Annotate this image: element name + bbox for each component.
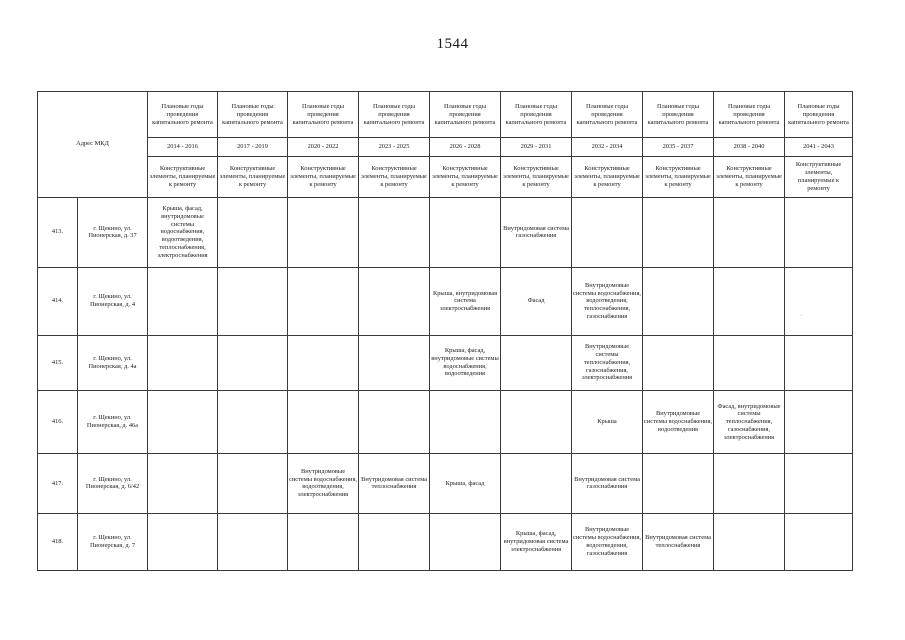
elements-header: Конструктивные элементы, планируемые к ремонту xyxy=(430,157,501,197)
address-cell: г. Щекино, ул. Пионерская, д. 7 xyxy=(78,513,148,570)
planned-years-header: Плановые годы проведения капитального ремонта xyxy=(359,92,430,138)
planned-years-header: Плановые годы проведения капитального ремонта xyxy=(430,92,501,138)
planned-years-header: Плановые годы проведения капитального ремонта xyxy=(218,92,288,138)
period-header: 2041 - 2043 xyxy=(785,138,853,157)
repair-cell xyxy=(218,513,288,570)
repair-cell: Фасад, внутридомовые системы теплоснабжения, газоснабжения, электроснабжения xyxy=(714,390,785,453)
elements-header: Конструктивные элементы, планируемые к ремонту xyxy=(785,157,853,197)
row-number: 413. xyxy=(38,197,78,267)
table-row xyxy=(38,513,853,570)
repair-cell xyxy=(785,454,853,513)
repair-cell xyxy=(218,268,288,335)
repair-cell xyxy=(501,454,572,513)
elements-header: Конструктивные элементы, планируемые к ремонту xyxy=(148,157,218,197)
repair-cell: Внутридомовые системы водоснабжения, водоотведения, электроснабжения xyxy=(288,454,359,513)
planned-years-header: Плановые годы проведения капитального ремонта xyxy=(785,92,853,138)
row-number: 414. xyxy=(38,268,78,335)
elements-header: Конструктивные элементы, планируемые к ремонту xyxy=(643,157,714,197)
repair-cell xyxy=(288,335,359,390)
header-row-elements xyxy=(38,157,853,197)
period-header: 2017 - 2019 xyxy=(218,138,288,157)
repair-cell xyxy=(148,335,218,390)
planned-years-header: Плановые годы проведения капитального ремонта xyxy=(501,92,572,138)
repair-cell: Внутридомовые системы водоснабжения, водоотведения xyxy=(643,390,714,453)
repair-cell xyxy=(714,268,785,335)
repair-cell xyxy=(430,390,501,453)
repair-cell: Крыша xyxy=(572,390,643,453)
repair-cell xyxy=(785,268,853,335)
elements-header: Конструктивные элементы, планируемые к ремонту xyxy=(501,157,572,197)
repair-cell xyxy=(288,513,359,570)
repair-cell xyxy=(430,197,501,267)
repair-cell xyxy=(218,454,288,513)
period-header: 2020 - 2022 xyxy=(288,138,359,157)
planned-years-header: Плановые годы проведения капитального ремонта xyxy=(643,92,714,138)
repair-cell: Внутридомовые системы водоснабжения, водоотведения, газоснабжения xyxy=(572,513,643,570)
repair-cell xyxy=(148,454,218,513)
repair-cell xyxy=(218,335,288,390)
period-header: 2026 - 2028 xyxy=(430,138,501,157)
repair-cell xyxy=(714,513,785,570)
row-number: 415. xyxy=(38,335,78,390)
elements-header: Конструктивные элементы, планируемые к ремонту xyxy=(714,157,785,197)
repair-cell xyxy=(218,197,288,267)
table-row xyxy=(38,335,853,390)
repair-cell xyxy=(785,513,853,570)
scan-mark: · xyxy=(800,312,803,320)
repair-cell xyxy=(714,335,785,390)
repair-cell xyxy=(359,197,430,267)
table-row xyxy=(38,390,853,453)
address-header: Адрес МКД xyxy=(38,92,148,198)
period-header: 2029 - 2031 xyxy=(501,138,572,157)
address-cell: г. Щекино, ул. Пионерская, д. 6/42 xyxy=(78,454,148,513)
repair-cell xyxy=(288,390,359,453)
planned-years-header: Плановые годы проведения капитального ремонта xyxy=(572,92,643,138)
repair-cell xyxy=(785,197,853,267)
repair-cell xyxy=(148,390,218,453)
repair-cell: Фасад xyxy=(501,268,572,335)
repair-cell: Внутридомовая система теплоснабжения xyxy=(359,454,430,513)
repair-cell: Внутридомовая система газоснабжения xyxy=(501,197,572,267)
table-row xyxy=(38,268,853,335)
repair-cell: Внутридомовые системы теплоснабжения, газоснабжения, электроснабжения xyxy=(572,335,643,390)
period-header: 2035 - 2037 xyxy=(643,138,714,157)
capital-repair-table xyxy=(37,91,853,571)
address-cell: г. Щекино, ул. Пионерская, д. 4а xyxy=(78,335,148,390)
elements-header: Конструктивные элементы, планируемые к ремонту xyxy=(572,157,643,197)
planned-years-header: Плановые годы проведения капитального ремонта xyxy=(288,92,359,138)
planned-years-header: Плановые годы проведения капитального ремонта xyxy=(148,92,218,138)
repair-cell xyxy=(572,197,643,267)
elements-header: Конструктивные элементы, планируемые к ремонту xyxy=(288,157,359,197)
repair-cell xyxy=(785,335,853,390)
repair-cell xyxy=(643,335,714,390)
repair-cell: Крыша, фасад, внутридомовые системы водоснабжения, водоотведения xyxy=(430,335,501,390)
address-cell: г. Щекино, ул. Пионерская, д. 4 xyxy=(78,268,148,335)
row-number: 416. xyxy=(38,390,78,453)
repair-cell xyxy=(359,513,430,570)
repair-cell xyxy=(288,197,359,267)
period-header: 2023 - 2025 xyxy=(359,138,430,157)
repair-cell: Внутридомовые системы водоснабжения, водоотведения, теплоснабжения, газоснабжения xyxy=(572,268,643,335)
table-body xyxy=(38,92,853,571)
address-cell: г. Щекино, ул. Пионерская, д. 46а xyxy=(78,390,148,453)
table-row xyxy=(38,197,853,267)
repair-cell xyxy=(714,197,785,267)
header-row-years xyxy=(38,92,853,138)
row-number: 418. xyxy=(38,513,78,570)
repair-cell xyxy=(288,268,359,335)
repair-cell xyxy=(359,390,430,453)
repair-cell xyxy=(501,335,572,390)
repair-cell xyxy=(714,454,785,513)
repair-cell xyxy=(148,513,218,570)
repair-cell: Внутридомовая система теплоснабжения xyxy=(643,513,714,570)
repair-cell xyxy=(359,268,430,335)
repair-cell xyxy=(501,390,572,453)
table-row xyxy=(38,454,853,513)
repair-cell xyxy=(430,513,501,570)
elements-header: Конструктивные элементы, планируемые к ремонту xyxy=(359,157,430,197)
elements-header: Конструктивные элементы, планируемые к ремонту xyxy=(218,157,288,197)
repair-cell xyxy=(359,335,430,390)
period-header: 2038 - 2040 xyxy=(714,138,785,157)
repair-cell xyxy=(218,390,288,453)
repair-cell xyxy=(643,197,714,267)
period-header: 2032 - 2034 xyxy=(572,138,643,157)
repair-cell: Крыша, фасад xyxy=(430,454,501,513)
planned-years-header: Плановые годы проведения капитального ремонта xyxy=(714,92,785,138)
repair-cell xyxy=(785,390,853,453)
row-number: 417. xyxy=(38,454,78,513)
repair-cell xyxy=(643,268,714,335)
period-header: 2014 - 2016 xyxy=(148,138,218,157)
repair-cell: Внутридомовая система газоснабжения xyxy=(572,454,643,513)
repair-cell xyxy=(148,268,218,335)
repair-cell: Крыша, фасад, внутридомовые системы водоснабжения, водоотведения, теплоснабжения, электроснабжения xyxy=(148,197,218,267)
repair-cell xyxy=(643,454,714,513)
repair-cell: Крыша, внутридомовая система электроснабжения xyxy=(430,268,501,335)
repair-cell: Крыша, фасад, внутридомовая система электроснабжения xyxy=(501,513,572,570)
address-cell: г. Щекино, ул. Пионерская, д. 37 xyxy=(78,197,148,267)
header-row-periods xyxy=(38,138,853,157)
page-number: 1544 xyxy=(436,36,469,52)
